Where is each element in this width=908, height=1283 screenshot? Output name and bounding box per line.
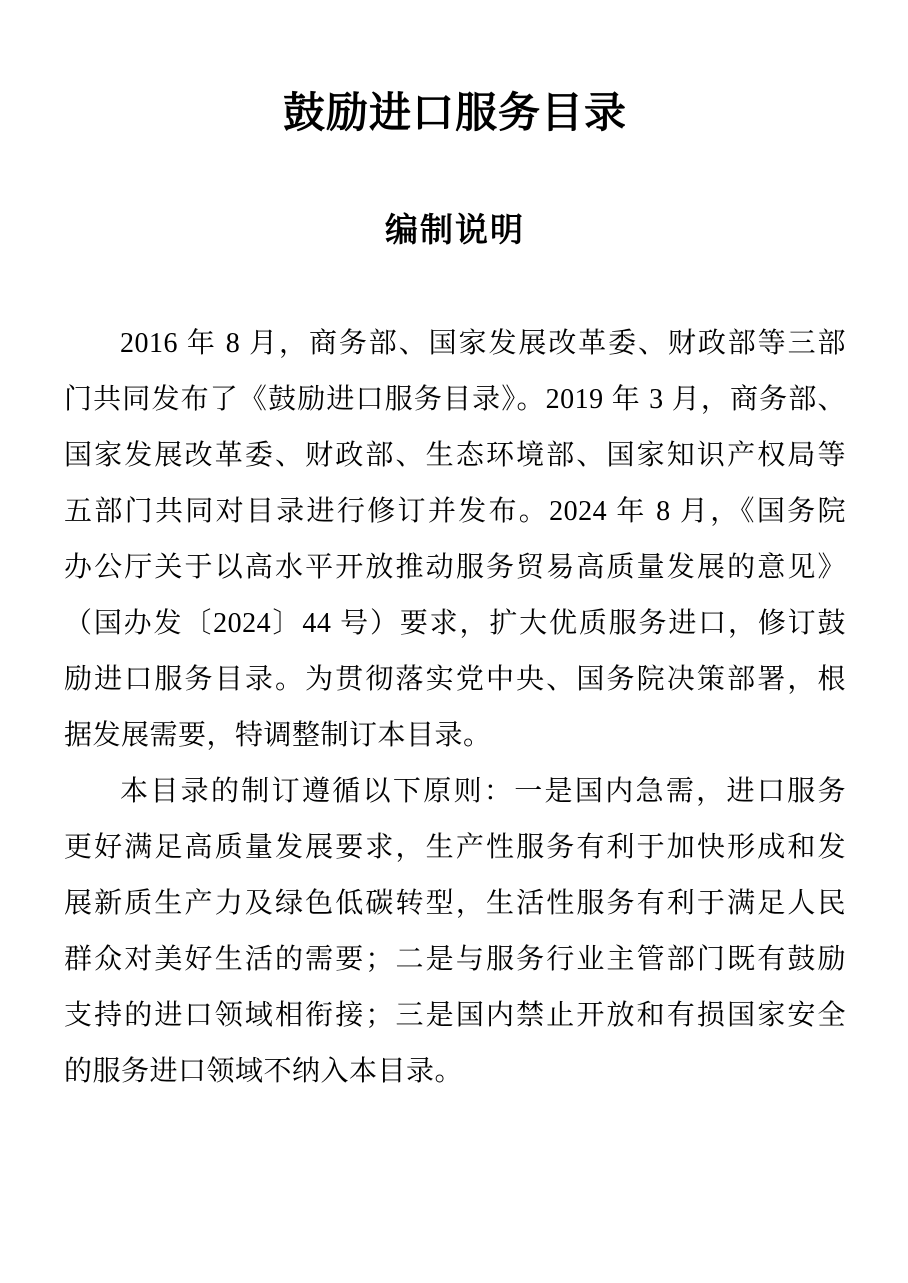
body-line: 门共同发布了《鼓励进口服务目录》。2019 年 3 月，商务部、 xyxy=(64,384,846,415)
body-line: 国家发展改革委、财政部、生态环境部、国家知识产权局等 xyxy=(64,440,846,471)
paragraph-1 xyxy=(64,316,846,764)
paragraph-2 xyxy=(64,764,846,1100)
body-line: 群众对美好生活的需要；二是与服务行业主管部门既有鼓励 xyxy=(64,944,846,975)
body-line: 的服务进口领域不纳入本目录。 xyxy=(64,1056,464,1087)
section-subtitle: 编制说明 xyxy=(385,211,525,248)
body-line: 支持的进口领域相衔接；三是国内禁止开放和有损国家安全 xyxy=(64,1000,846,1031)
body-line: （国办发〔2024〕44 号）要求，扩大优质服务进口，修订鼓 xyxy=(64,608,846,639)
body-line: 五部门共同对目录进行修订并发布。2024 年 8 月，《国务院 xyxy=(64,496,846,527)
body-line: 本目录的制订遵循以下原则：一是国内急需，进口服务 xyxy=(120,776,846,807)
body-line: 据发展需要，特调整制订本目录。 xyxy=(64,720,492,751)
body-line: 2016 年 8 月，商务部、国家发展改革委、财政部等三部 xyxy=(120,328,846,359)
body-line: 办公厅关于以高水平开放推动服务贸易高质量发展的意见》 xyxy=(64,552,846,583)
body-line: 展新质生产力及绿色低碳转型，生活性服务有利于满足人民 xyxy=(64,888,846,919)
document-title: 鼓励进口服务目录 xyxy=(282,91,627,137)
body-line: 励进口服务目录。为贯彻落实党中央、国务院决策部署，根 xyxy=(64,664,846,695)
document-body xyxy=(64,316,846,1100)
body-line: 更好满足高质量发展要求，生产性服务有利于加快形成和发 xyxy=(64,832,846,863)
